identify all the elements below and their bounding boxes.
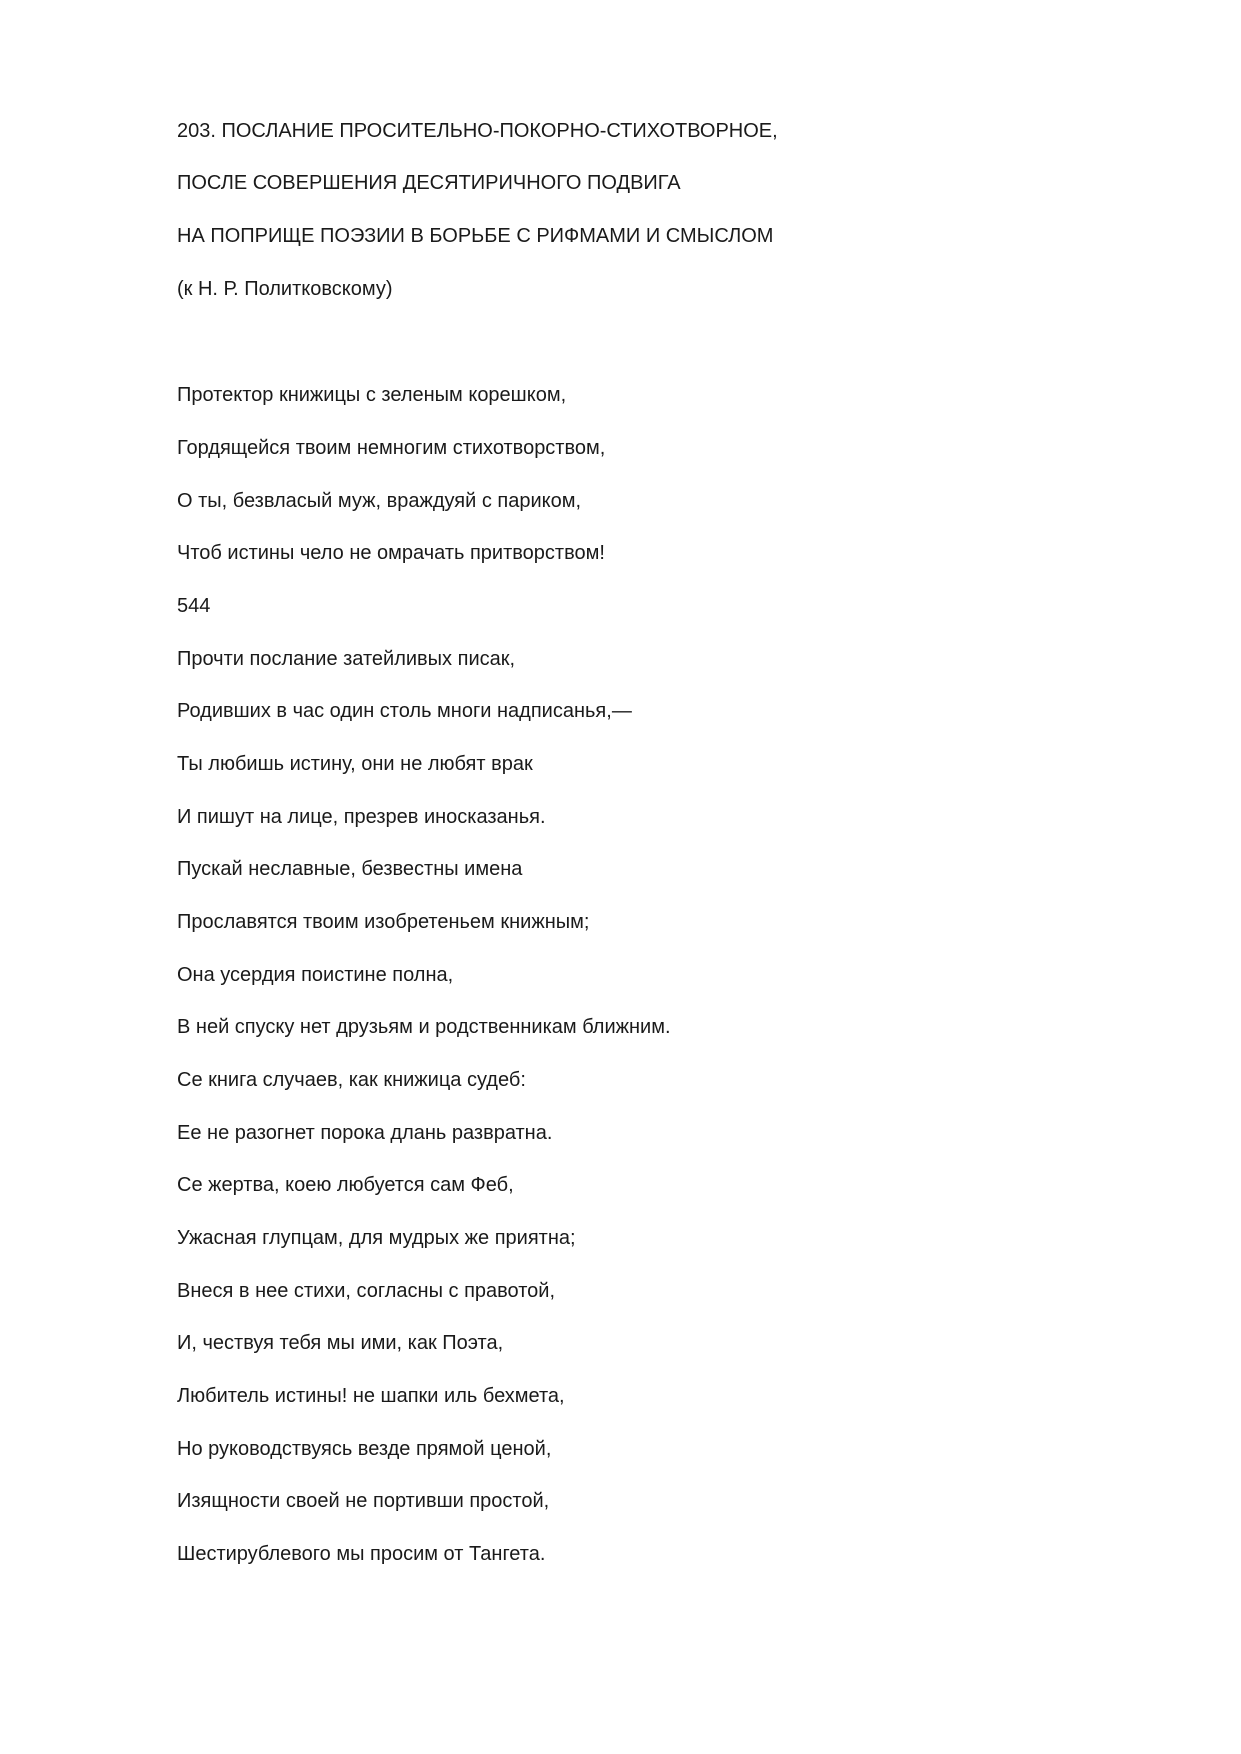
poem-line: И, чествуя тебя мы ими, как Поэта,	[177, 1332, 504, 1354]
poem-line: Гордящейся твоим немногим стихотворством,	[177, 437, 606, 459]
dedication: (к Н. Р. Политковскому)	[177, 278, 393, 300]
poem-line: Чтоб истины чело не омрачать притворством!	[177, 542, 605, 564]
poem-line: В ней спуску нет друзьям и родственникам ближним.	[177, 1016, 671, 1038]
poem-line: Протектор книжицы с зеленым корешком,	[177, 384, 567, 406]
poem-line: Се жертва, коею любуется сам Феб,	[177, 1174, 514, 1196]
poem-line: Изящности своей не портивши простой,	[177, 1490, 550, 1512]
poem-line: Ты любишь истину, они не любят врак	[177, 753, 533, 775]
poem-line: Внеся в нее стихи, согласны с правотой,	[177, 1280, 556, 1302]
poem-line: Прочти послание затейливых писак,	[177, 648, 516, 670]
poem-line: Се книга случаев, как книжица судеб:	[177, 1069, 526, 1091]
poem-line: Но руководствуясь везде прямой ценой,	[177, 1438, 552, 1460]
poem-line: Шестирублевого мы просим от Тангета.	[177, 1543, 546, 1565]
poem-line: О ты, безвласый муж, враждуяй с париком,	[177, 490, 582, 512]
poem-line: Прославятся твоим изобретеньем книжным;	[177, 911, 590, 933]
heading-line-1: 203. ПОСЛАНИЕ ПРОСИТЕЛЬНО-ПОКОРНО-СТИХОТВОРНОЕ,	[177, 120, 778, 142]
page-number: 544	[177, 595, 211, 617]
poem-line: Ужасная глупцам, для мудрых же приятна;	[177, 1227, 576, 1249]
heading-line-2: ПОСЛЕ СОВЕРШЕНИЯ ДЕСЯТИРИЧНОГО ПОДВИГА	[177, 172, 681, 194]
poem-line: Ее не разогнет порока длань развратна.	[177, 1122, 553, 1144]
poem-line: Она усердия поистине полна,	[177, 964, 454, 986]
poem-line: Любитель истины! не шапки иль бехмета,	[177, 1385, 565, 1407]
poem-line: Родивших в час один столь многи надписанья,—	[177, 700, 632, 722]
heading-line-3: НА ПОПРИЩЕ ПОЭЗИИ В БОРЬБЕ С РИФМАМИ И СМЫСЛОМ	[177, 225, 774, 247]
poem-line: Пускай неславные, безвестны имена	[177, 858, 523, 880]
poem-line: И пишут на лице, презрев иносказанья.	[177, 806, 546, 828]
